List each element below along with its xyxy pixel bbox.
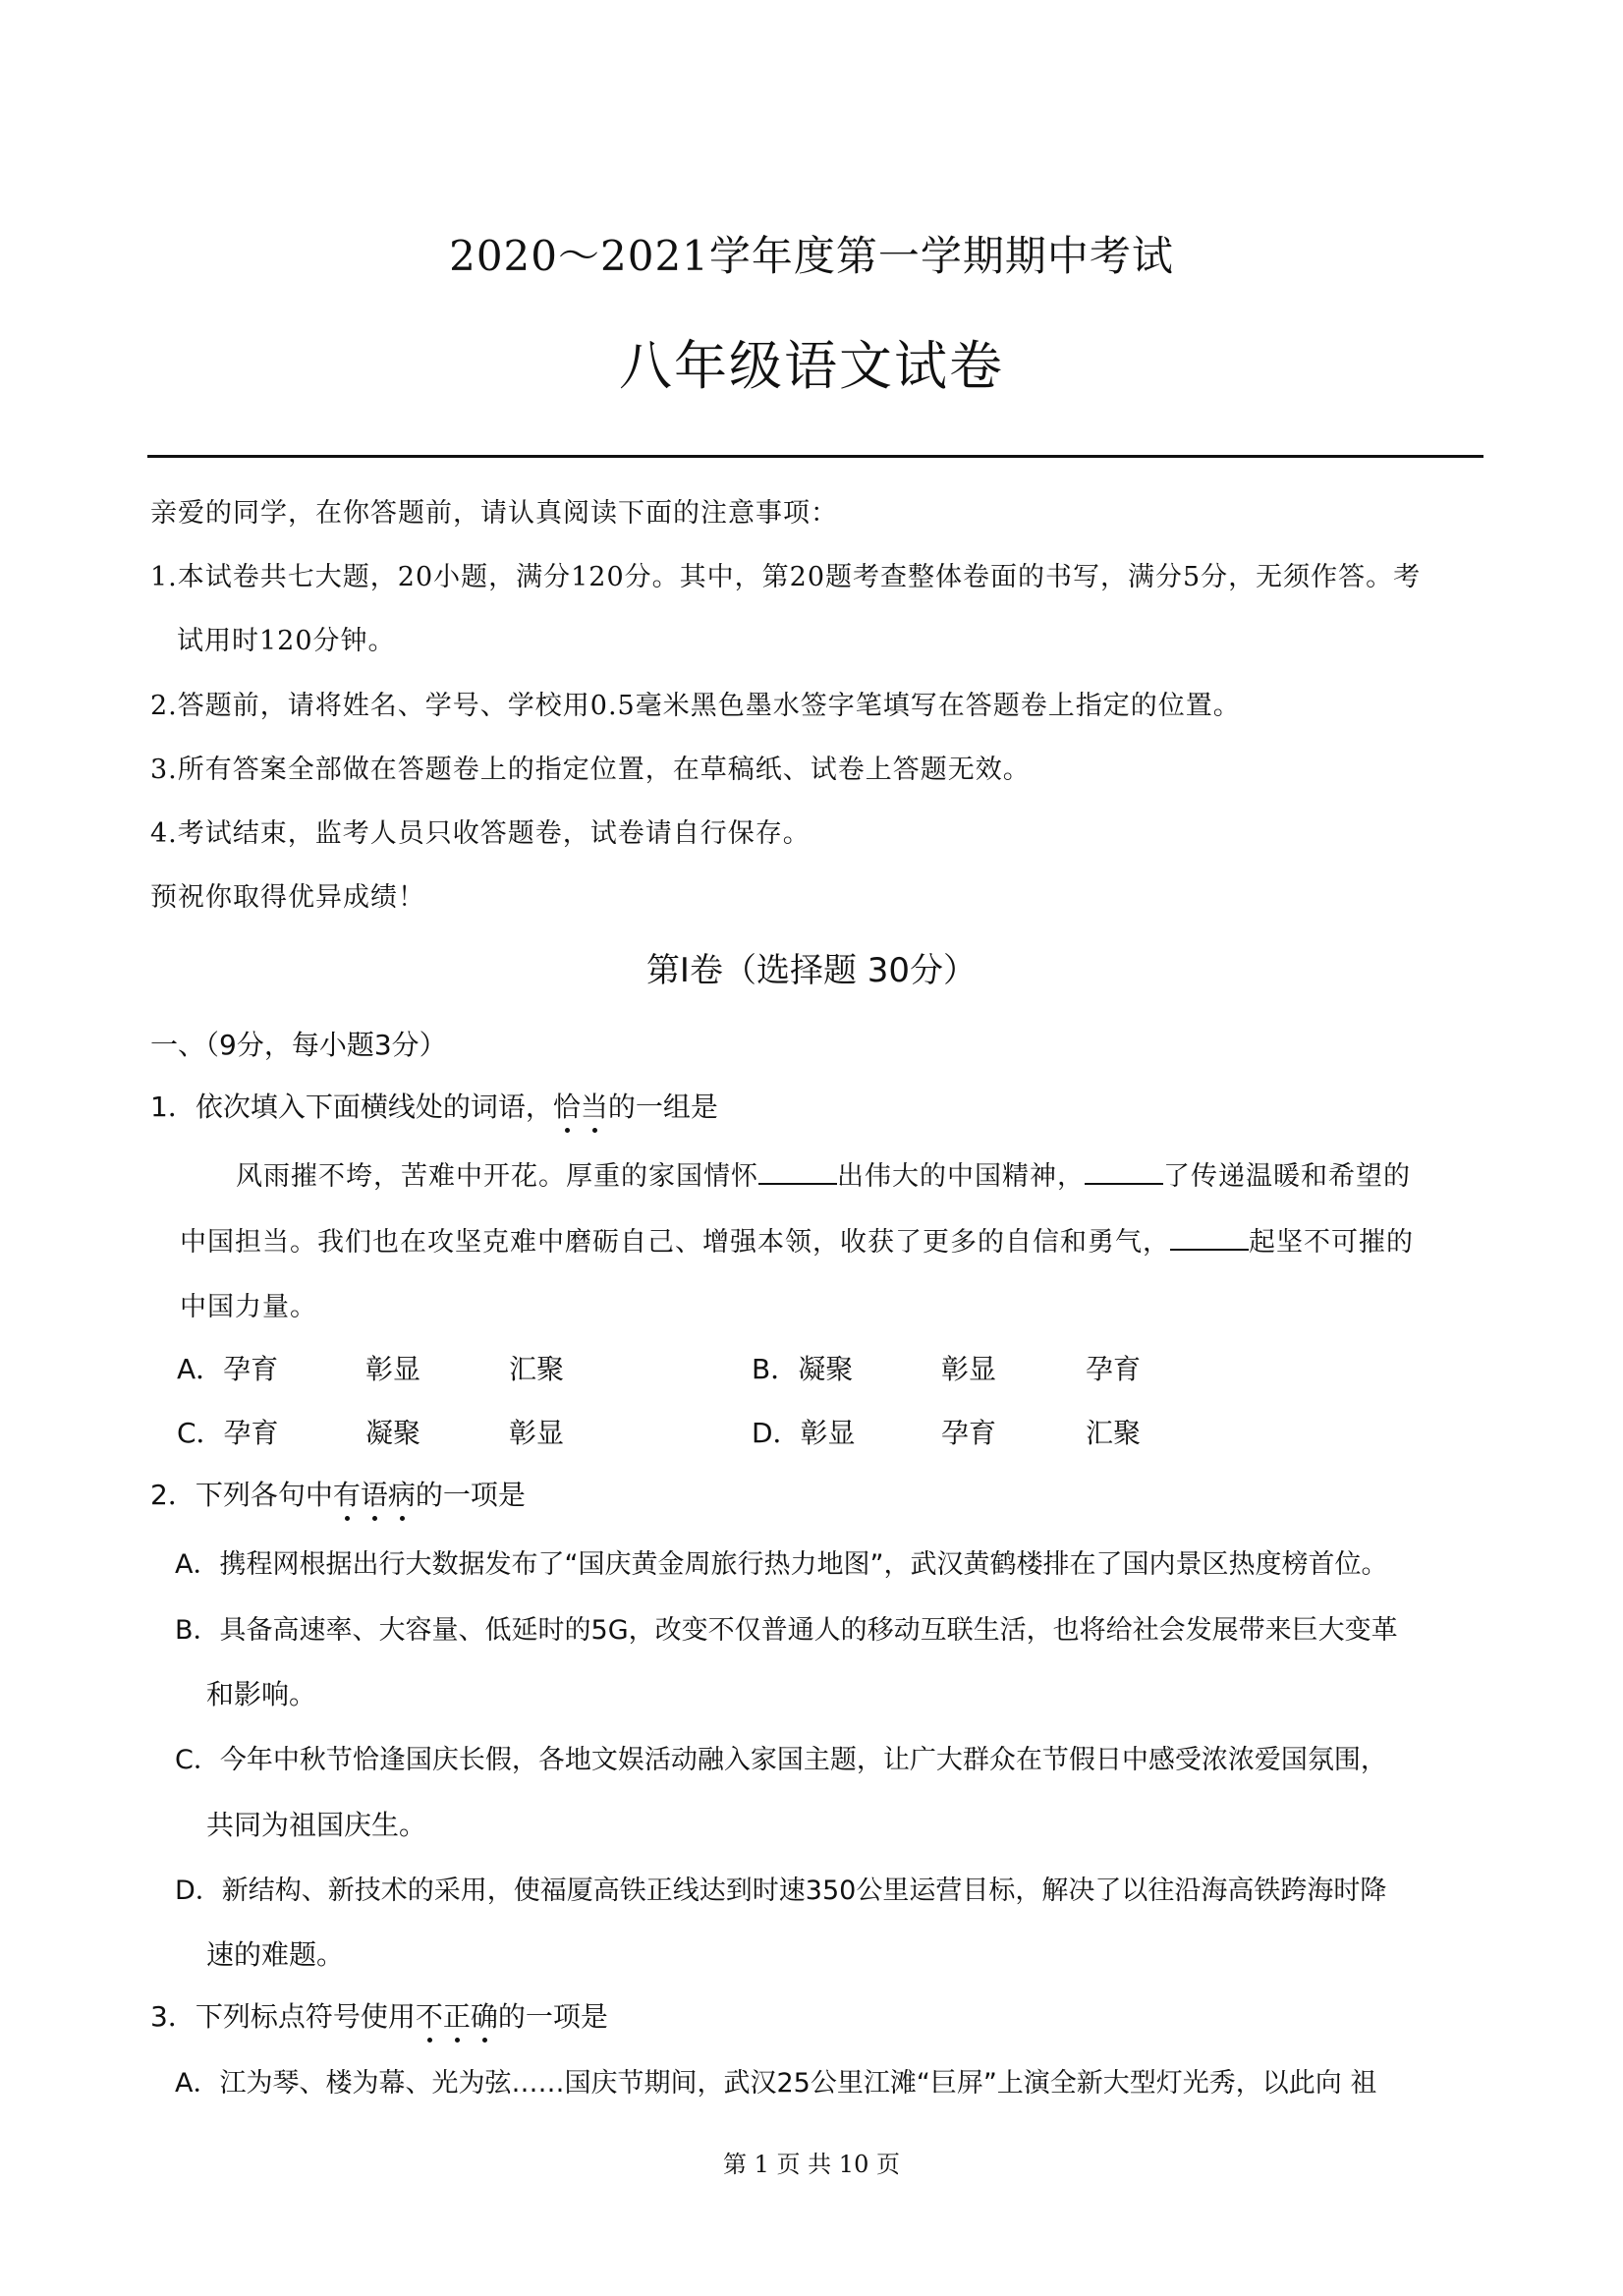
q1-stem (150, 1086, 718, 1125)
q1-passage-1a: 风雨摧不垮，苦难中开花。厚重的家国情怀 (236, 1161, 758, 1192)
part1-title: 第Ⅰ卷（选择题 30分） (645, 951, 978, 990)
notice-item-3: 3.所有答案全部做在答题卷上的指定位置，在草稿纸、试卷上答题无效。 (150, 755, 1031, 785)
emphasis-char: 确 (470, 2000, 498, 2033)
q1-option-a-word2: 彰显 (365, 1353, 421, 1385)
q1-blank-3 (1170, 1225, 1249, 1251)
q1-option-c: C．孕育 (177, 1417, 279, 1449)
q1-option-c-word3: 彰显 (509, 1417, 565, 1449)
q1-option-b: B．凝聚 (752, 1353, 854, 1385)
q3-stem-pre: 3．下列标点符号使用 (150, 2000, 416, 2033)
q1-option-a-word3: 汇聚 (509, 1353, 565, 1385)
q3-option-a: A．江为琴、楼为幕、光为弦……国庆节期间，武汉25公里江滩“巨屏”上演全新大型灯光秀，以此向 祖 (175, 2068, 1377, 2099)
emphasis-char: 当 (580, 1091, 608, 1123)
emphasis-char: 病 (387, 1479, 416, 1511)
q2-option-d: D．新结构、新技术的采用，使福厦高铁正线达到时速350公里运营目标，解决了以往沿海高铁跨海时降 (175, 1876, 1387, 1906)
q3-stem-post: 的一项是 (497, 2000, 608, 2033)
notice-item-1-cont: 试用时120分钟。 (177, 626, 396, 656)
q2-option-b-cont: 和影响。 (206, 1678, 317, 1710)
q1-passage-1b: 出伟大的中国精神， (837, 1161, 1085, 1192)
emphasis-char: 有 (332, 1479, 361, 1511)
exam-title: 2020～2021学年度第一学期期中考试 (449, 232, 1174, 280)
q3-stem (150, 1995, 608, 2035)
emphasis-char: 语 (360, 1479, 388, 1511)
q1-option-a: A．孕育 (177, 1353, 279, 1385)
q1-passage-line2 (180, 1220, 1414, 1259)
notice-intro: 亲爱的同学，在你答题前，请认真阅读下面的注意事项： (150, 498, 838, 529)
q1-stem-emph (553, 1091, 608, 1123)
q2-stem (150, 1474, 526, 1513)
q1-stem-post: 的一组是 (607, 1091, 718, 1123)
q1-option-d-word3: 汇聚 (1086, 1417, 1142, 1449)
header-divider (147, 455, 1483, 458)
q1-stem-pre: 1．依次填入下面横线处的词语， (150, 1091, 553, 1123)
q2-stem-post: 的一项是 (415, 1479, 526, 1511)
emphasis-char: 正 (442, 2000, 471, 2033)
paper-title: 八年级语文试卷 (619, 335, 1004, 397)
notice-wish: 预祝你取得优异成绩！ (150, 882, 425, 913)
q2-option-a: A．携程网根据出行大数据发布了“国庆黄金周旅行热力地图”，武汉黄鹤楼排在了国内景区热度榜首位。 (175, 1549, 1388, 1580)
notice-item-2: 2.答题前，请将姓名、学号、学校用0.5毫米黑色墨水签字笔填写在答题卷上指定的位置。 (150, 691, 1241, 721)
q2-stem-emph (333, 1479, 416, 1511)
q1-option-d: D．彰显 (752, 1417, 856, 1449)
page-footer: 第 1 页 共 10 页 (723, 2151, 900, 2178)
q1-option-b-word3: 孕育 (1086, 1353, 1142, 1385)
q1-option-c-word2: 凝聚 (365, 1417, 421, 1449)
q2-option-d-cont: 速的难题。 (206, 1938, 345, 1971)
q1-passage-line1 (236, 1154, 1411, 1193)
q1-passage-1c: 了传递温暖和希望的 (1163, 1161, 1411, 1192)
q2-option-c: C．今年中秋节恰逢国庆长假，各地文娱活动融入家国主题，让广大群众在节假日中感受浓浓爱国氛围， (175, 1745, 1387, 1775)
q1-option-b-word2: 彰显 (941, 1353, 997, 1385)
q1-passage-line3: 中国力量。 (180, 1292, 317, 1322)
q1-passage-2a: 中国担当。我们也在攻坚克难中磨砺自己、增强本领，收获了更多的自信和勇气， (180, 1227, 1170, 1258)
q1-passage-2b: 起坚不可摧的 (1249, 1227, 1414, 1258)
q2-option-b: B．具备高速率、大容量、低延时的5G，改变不仅普通人的移动互联生活，也将给社会发展带来巨大变革 (175, 1615, 1398, 1646)
q1-option-d-word2: 孕育 (941, 1417, 997, 1449)
emphasis-char: 恰 (552, 1091, 581, 1123)
q2-option-c-cont: 共同为祖国庆生。 (206, 1809, 427, 1841)
q3-stem-emph (416, 2000, 498, 2033)
q1-blank-1 (758, 1159, 837, 1185)
section1-heading: 一、（9分，每小题3分） (150, 1029, 447, 1061)
notice-item-4: 4.考试结束，监考人员只收答题卷，试卷请自行保存。 (150, 818, 811, 849)
emphasis-char: 不 (415, 2000, 443, 2033)
q1-blank-2 (1085, 1159, 1163, 1185)
notice-item-1: 1.本试卷共七大题，20小题，满分120分。其中，第20题考查整体卷面的书写，满分5分，无须作答。考 (150, 562, 1422, 592)
q2-stem-pre: 2．下列各句中 (150, 1479, 333, 1511)
